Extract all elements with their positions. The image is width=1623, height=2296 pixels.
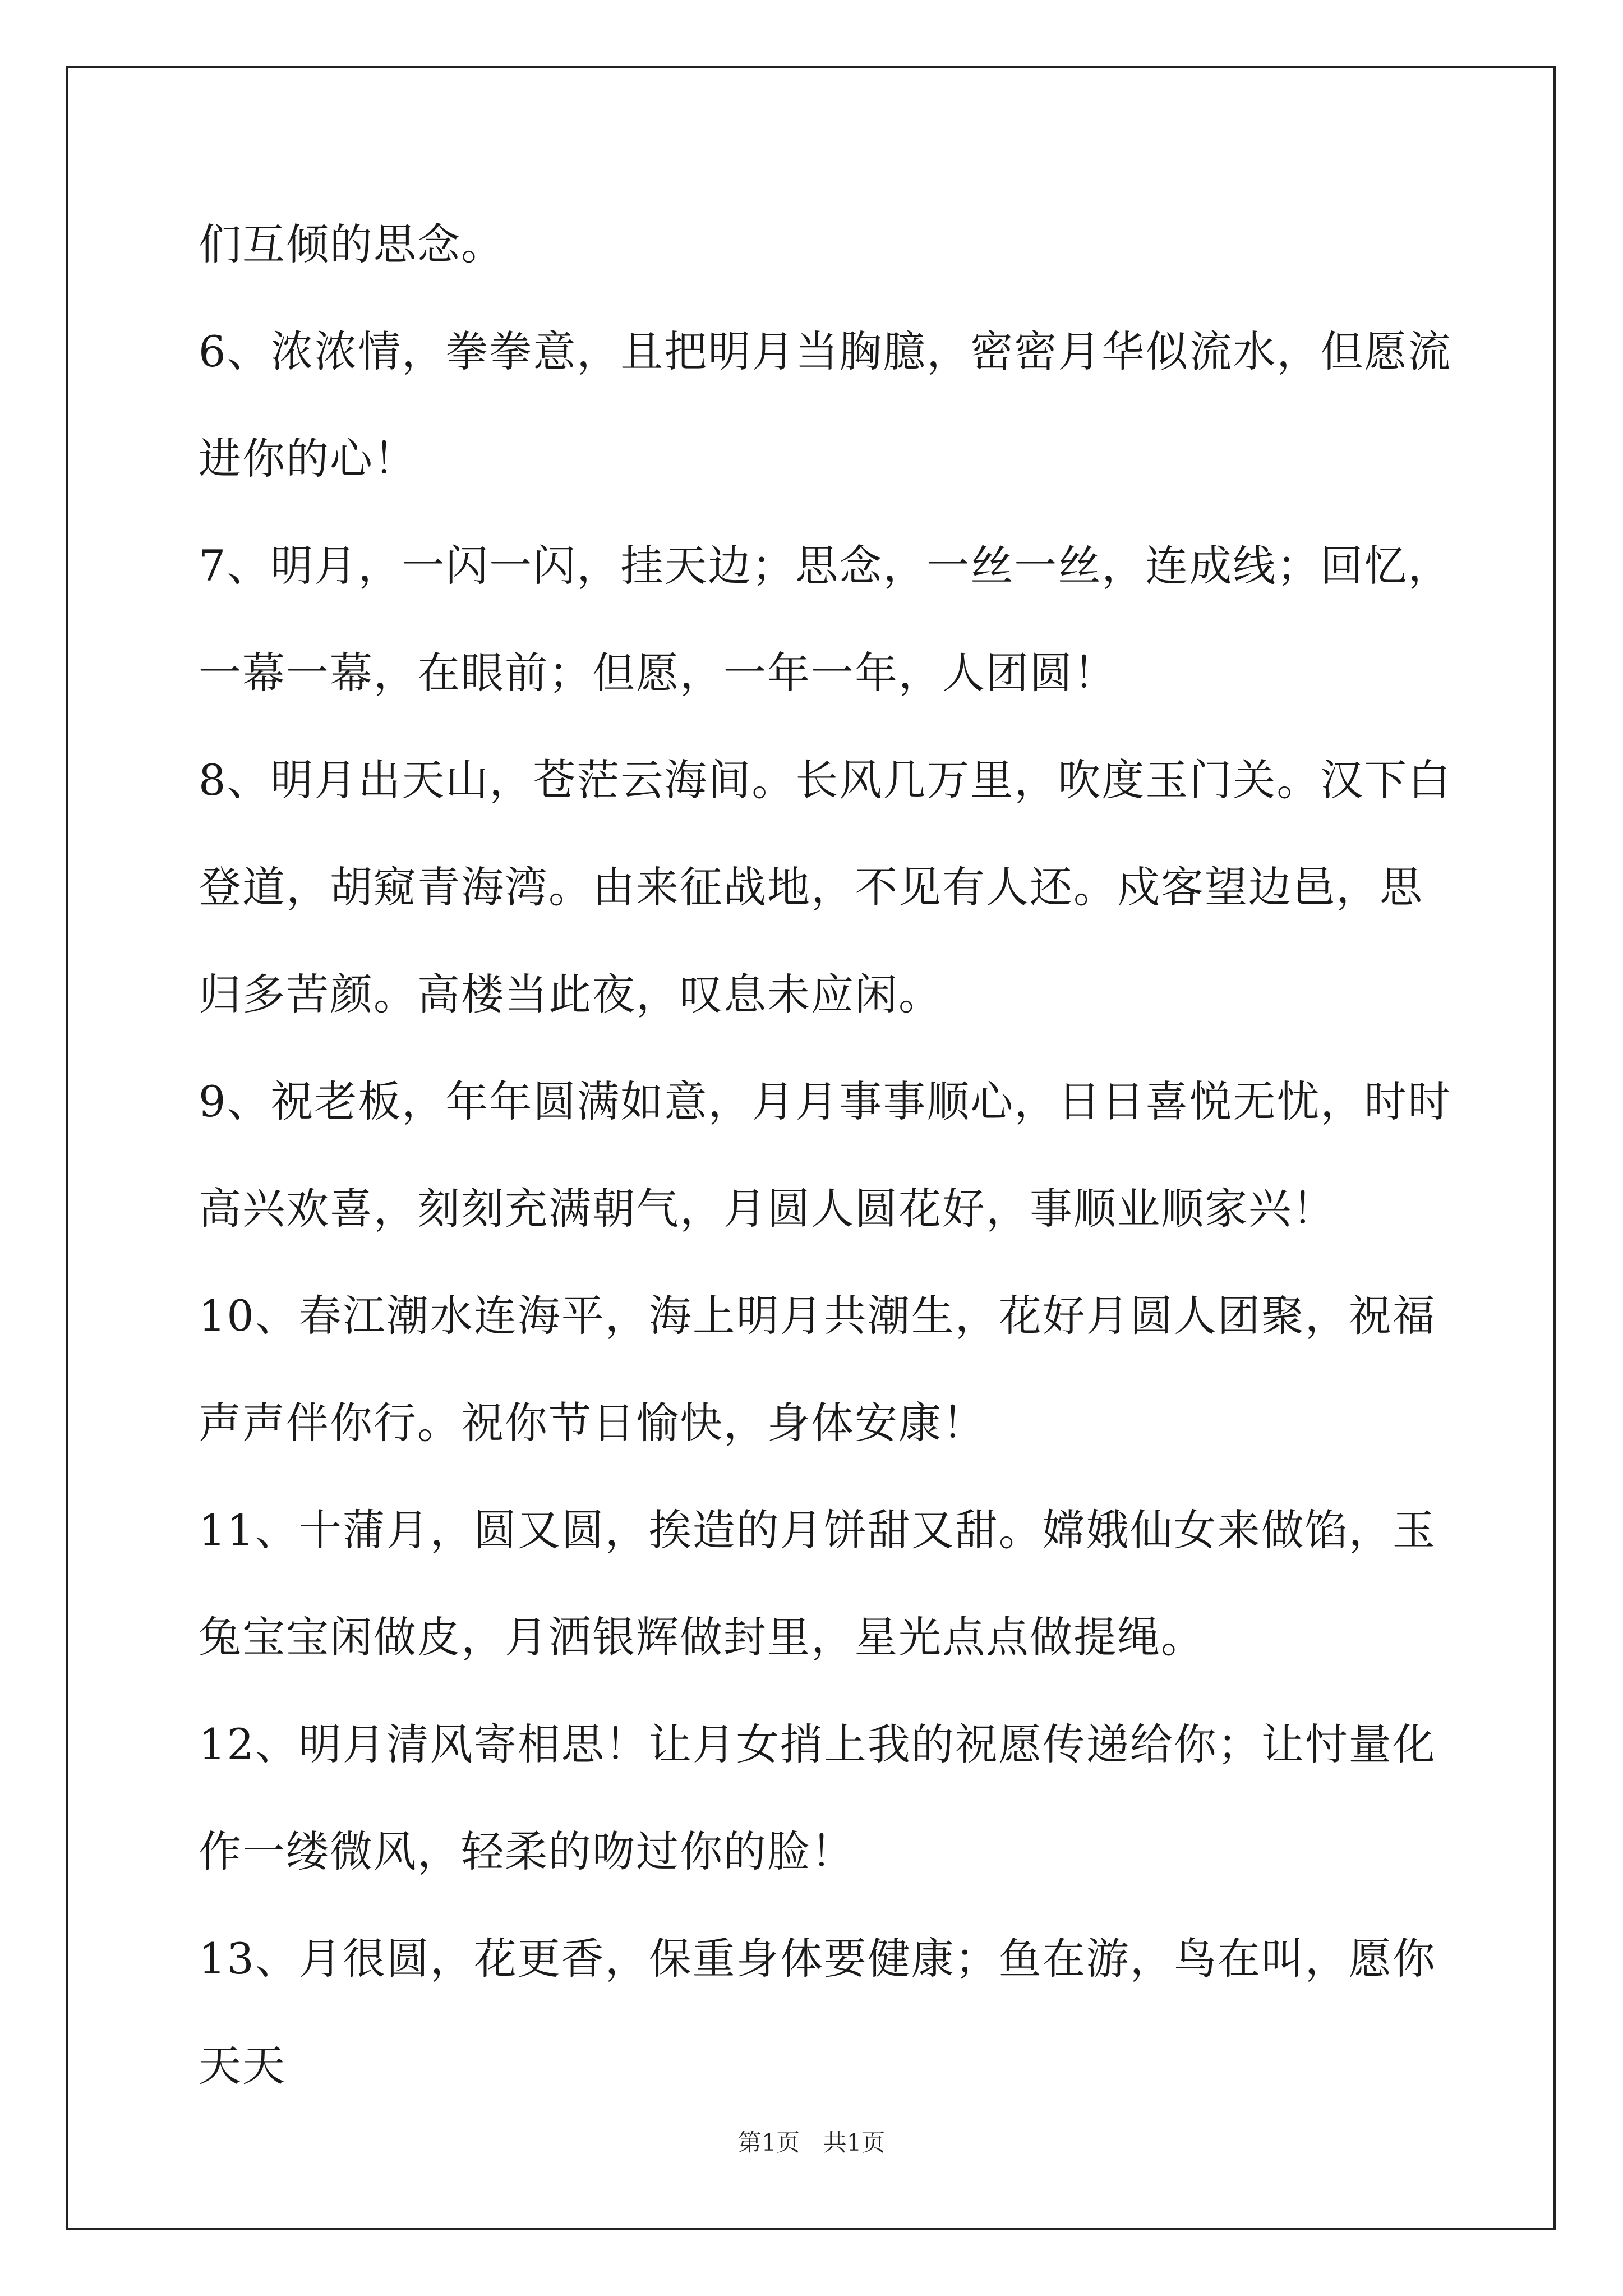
paragraph-continuation: 们互倾的思念。 <box>199 219 505 269</box>
paragraph-item-10: 10、春江潮水连海平，海上明月共潮生，花好月圆人团聚，祝福声声伴你行。祝你节日愉快，身体安康！ <box>199 1291 1436 1448</box>
paragraph-item-9: 9、祝老板，年年圆满如意，月月事事顺心，日日喜悦无忧，时时高兴欢喜，刻刻充满朝气，月圆人圆花好，事顺业顺家兴！ <box>199 1076 1452 1234</box>
paragraph-item-11: 11、十蒲月，圆又圆，挨造的月饼甜又甜。嫦娥仙女来做馅，玉兔宝宝闲做皮，月洒银辉做封里，星光点点做提绳。 <box>199 1505 1436 1662</box>
paragraph-item-8: 8、明月出天山，苍茫云海间。长风几万里，吹度玉门关。汉下白登道，胡窥青海湾。由来征战地，不见有人还。戍客望边邑，思归多苦颜。高楼当此夜，叹息未应闲。 <box>199 755 1452 1019</box>
page-number-current: 第1页 <box>737 2129 800 2156</box>
document-body <box>199 191 1460 2119</box>
paragraph-item-13: 13、月很圆，花更香，保重身体要健康；鱼在游，鸟在叫，愿你天天 <box>199 1934 1436 2091</box>
page-footer <box>0 2126 1623 2160</box>
paragraph-item-6: 6、浓浓情，拳拳意，且把明月当胸臆，密密月华似流水，但愿流进你的心！ <box>199 326 1452 484</box>
paragraph-item-12: 12、明月清风寄相思！让月女捎上我的祝愿传递给你；让忖量化作一缕微风，轻柔的吻过你的脸！ <box>199 1719 1436 1876</box>
paragraph-item-7: 7、明月，一闪一闪，挂天边；思念，一丝一丝，连成线；回忆，一幕一幕，在眼前；但愿，一年一年，人团圆！ <box>199 541 1452 698</box>
page-number-total: 共1页 <box>823 2129 886 2156</box>
